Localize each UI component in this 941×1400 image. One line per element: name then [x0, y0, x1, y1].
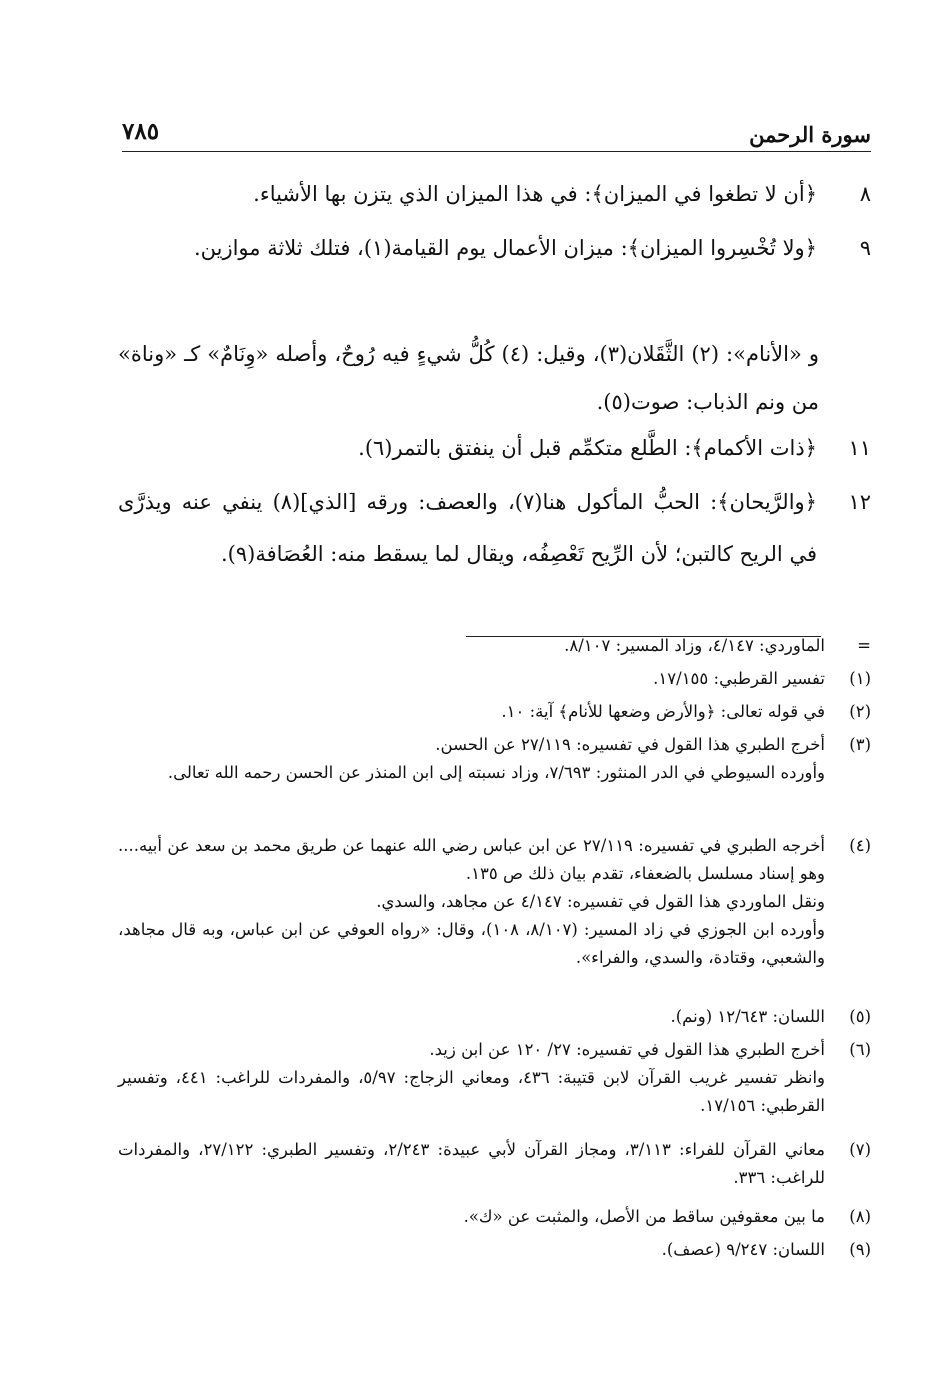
footnote-marker: (٨)	[849, 1207, 871, 1226]
verse-number: ١٢	[848, 490, 871, 514]
footnote-marker: (٦)	[849, 1040, 871, 1059]
verse-12	[118, 476, 871, 580]
footnote-text: وأورده ابن الجوزي في زاد المسير: (٨/١٠٧، ١٠٨)، وقال: «رواه العوفي عن ابن عباس، وبه قال مجاهد، والشعبي، وقتادة، والسدي، والفراء».	[118, 920, 825, 967]
footnote-text: ما بين معقوفين ساقط من الأصل، والمثبت عن «ك».	[463, 1207, 825, 1226]
footnote-3	[118, 731, 871, 787]
footnote-7	[118, 1136, 871, 1192]
footnote-text: اللسان: ١٢/٦٤٣ (ونم).	[670, 1007, 825, 1026]
footnote-text: أخرج الطبري هذا القول في تفسيره: ٢٧/ ١٢٠ عن ابن زيد.	[429, 1040, 825, 1059]
footnote-2	[118, 698, 871, 726]
footnote-4	[118, 832, 871, 972]
footnote-8	[118, 1203, 871, 1231]
footnote-text: اللسان: ٩/٢٤٧ (عصف).	[661, 1240, 825, 1259]
verse-11	[118, 422, 871, 474]
footnote-text: وانظر تفسير غريب القرآن لابن قتيبة: ٤٣٦، ومعاني الزجاج: ٥/٩٧، والمفردات للراغب: ٤٤١، وتفسير القرطبي: ١٧/١٥٦.	[118, 1068, 826, 1115]
footnote-text: أخرج الطبري هذا القول في تفسيره: ٢٧/١١٩ عن الحسن.	[435, 735, 825, 754]
footnote-marker: =	[857, 636, 871, 655]
footnote-marker: (٩)	[849, 1240, 871, 1259]
footnote-text: معاني القرآن للفراء: ٣/١١٣، ومجاز القرآن لأبي عبيدة: ٢/٢٤٣، وتفسير الطبري: ٢٧/١٢٢، والمفردات للراغب: ٣٣٦.	[118, 1140, 825, 1187]
footnote-marker: (٥)	[849, 1007, 871, 1026]
verse-text: ﴿ولا تُخْسِروا الميزان﴾: ميزان الأعمال يوم القيامة(١)، فتلك ثلاثة موازين.	[193, 236, 817, 260]
footnote-text: أخرجه الطبري في تفسيره: ٢٧/١١٩ عن ابن عباس رضي الله عنهما عن طريق محمد بن سعد عن أبيه.... وهو إسناد مسلسل بالضعفاء، تقدم بيان ذلك ص ١٣٥.	[118, 836, 825, 883]
footnote-9	[118, 1236, 871, 1264]
footnote-text: ونقل الماوردي هذا القول في تفسيره: ٤/١٤٧ عن مجاهد، والسدي.	[376, 892, 825, 911]
footnote-5	[118, 1003, 871, 1031]
header-divider	[122, 151, 871, 152]
verse-8	[118, 168, 871, 220]
footnote-marker: (١)	[849, 669, 871, 688]
footnote-1	[118, 665, 871, 693]
footnote-marker: (٣)	[849, 735, 871, 754]
footnote-continued	[118, 632, 871, 660]
verse-9	[118, 222, 871, 274]
commentary-text: و «الأنام»: (٢) الثَّقَلان(٣)، وقيل: (٤) كُلُّ شيءٍ فيه رُوحٌ، وأصله «وِنَامٌ» كـ «وناة» من ونم الذباب: صوت(٥).	[118, 342, 819, 414]
footnote-text: تفسير القرطبي: ١٧/١٥٥.	[653, 669, 825, 688]
footnote-text: في قوله تعالى: ﴿والأرض وضعها للأنام﴾ آية: ١٠.	[501, 702, 825, 721]
footnote-marker: (٤)	[849, 836, 871, 855]
verse-number: ٨	[859, 182, 871, 206]
verse-number: ٩	[859, 236, 871, 260]
footnote-text: الماوردي: ٤/١٤٧، وزاد المسير: ٨/١٠٧.	[564, 636, 825, 655]
footnote-marker: (٢)	[849, 702, 871, 721]
verse-number: ١١	[848, 436, 871, 460]
verse-text: ﴿ذات الأكمام﴾: الطَّلع متكمِّم قبل أن ينفتق بالتمر(٦).	[358, 436, 817, 460]
footnote-marker: (٧)	[849, 1140, 871, 1159]
page-header	[122, 112, 871, 152]
commentary-al-anam	[118, 330, 819, 426]
page-number: ٧٨٥	[122, 118, 160, 145]
verse-text: ﴿أن لا تطغوا في الميزان﴾: في هذا الميزان الذي يتزن بها الأشياء.	[253, 182, 817, 206]
footnote-text: وأورده السيوطي في الدر المنثور: ٧/٦٩٣، وزاد نسبته إلى ابن المنذر عن الحسن رحمه الله تعالى.	[167, 763, 825, 782]
verse-text: ﴿والرَّيحان﴾: الحبُّ المأكول هنا(٧)، والعصف: ورقه [الذي](٨) ينفي عنه ويذرَّى في الريح كالتبن؛ لأن الرِّيح تَعْصِفُه، ويقال لما يسقط منه: العُصَافة(٩).	[118, 490, 817, 566]
surah-title: سورة الرحمن	[749, 122, 871, 147]
footnote-6	[118, 1036, 871, 1120]
